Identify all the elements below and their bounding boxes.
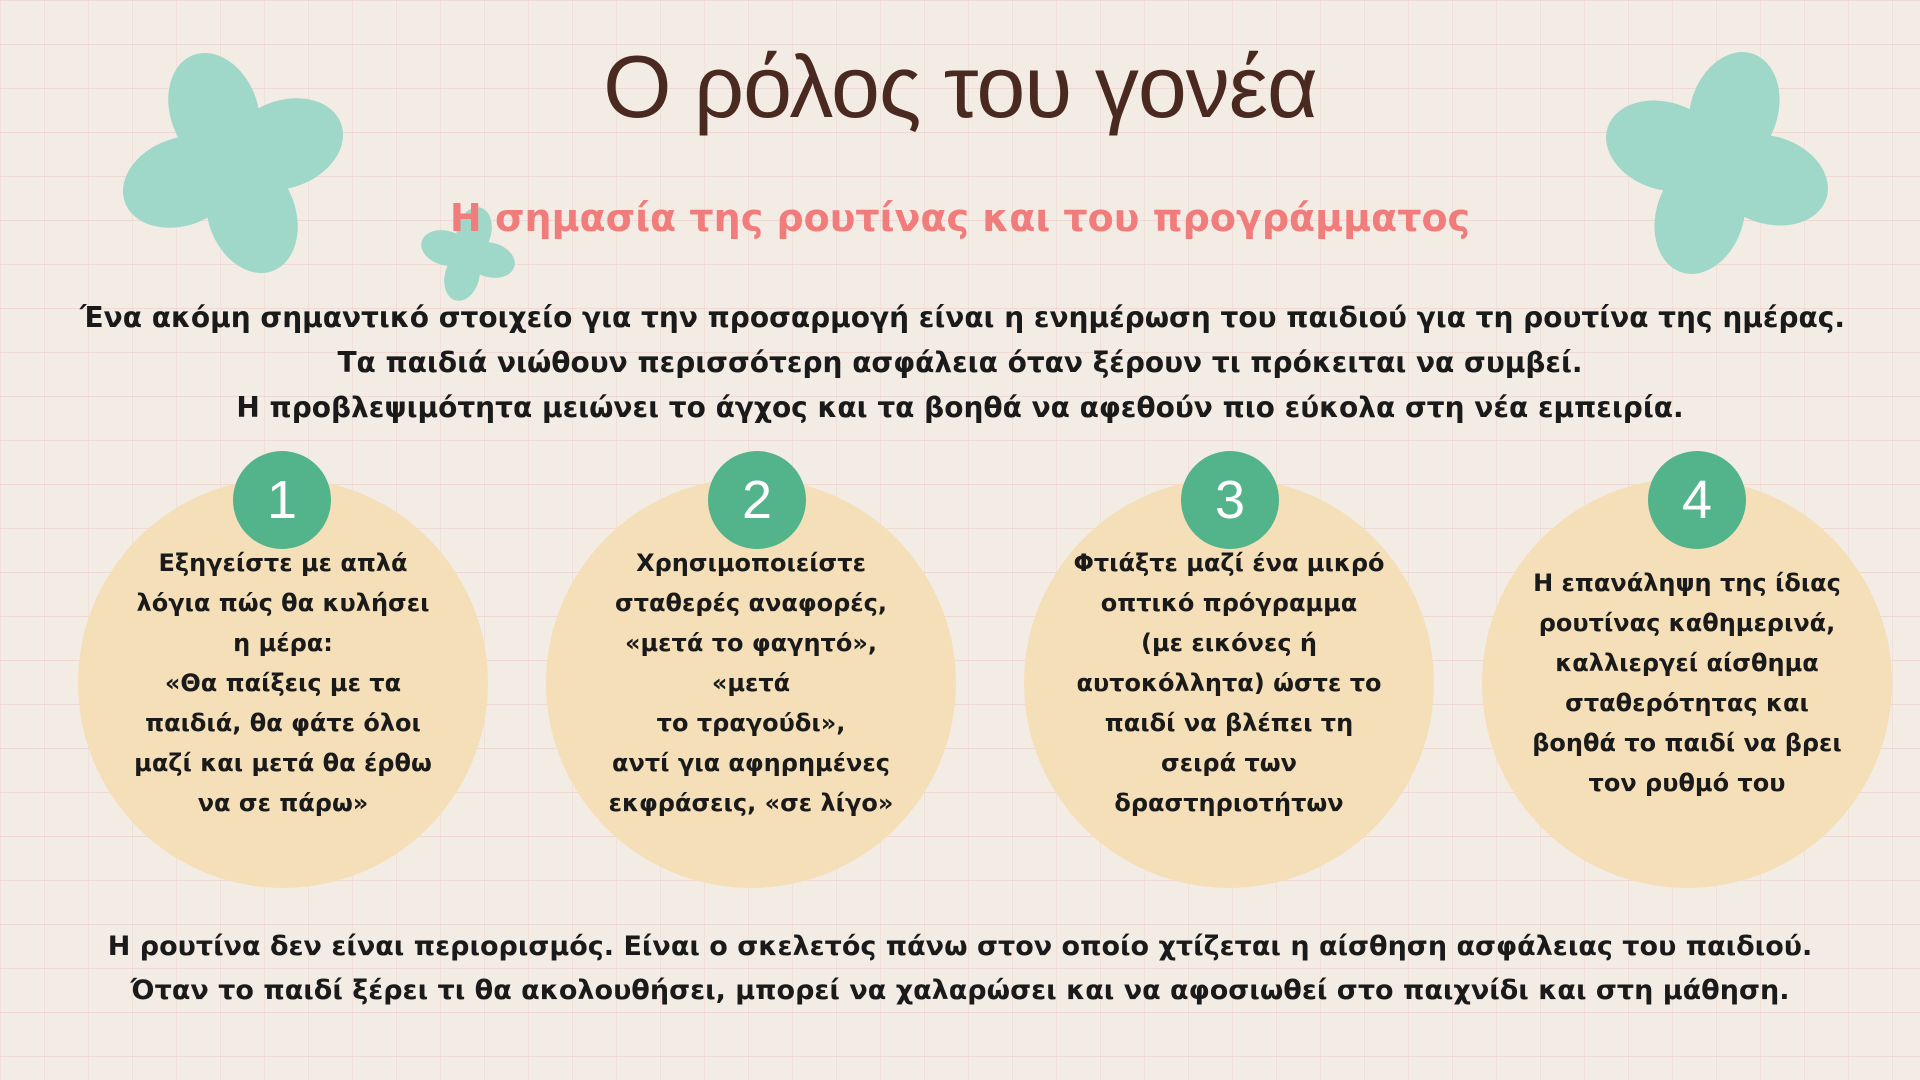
step-number-badge-2: 2 [708, 451, 806, 549]
intro-line: Τα παιδιά νιώθουν περισσότερη ασφάλεια όταν ξέρουν τι πρόκειται να συμβεί. [337, 346, 1583, 379]
outro-paragraph [80, 925, 1840, 1013]
page-subtitle: Η σημασία της ρουτίνας και του προγράμματος [449, 196, 1471, 240]
outro-line: Η ρουτίνα δεν είναι περιορισμός. Είναι ο σκελετός πάνω στον οποίο χτίζεται η αίσθηση ασφάλειας του παιδιού. [107, 931, 1813, 962]
step-text-4: Η επανάληψη της ίδιας ρουτίνας καθημερινά, καλλιεργεί αίσθημα σταθερότητας και βοηθά το παιδί να βρει τον ρυθμό του [1532, 569, 1842, 797]
intro-line: Η προβλεψιμότητα μειώνει το άγχος και τα βοηθά να αφεθούν πιο εύκολα στη νέα εμπειρία. [236, 391, 1684, 424]
step-text-1: Εξηγείστε με απλά λόγια πώς θα κυλήσει η μέρα: «Θα παίξεις με τα παιδιά, θα φάτε όλοι μαζί και μετά θα έρθω να σε πάρω» [134, 549, 432, 817]
outro-line: Όταν το παιδί ξέρει τι θα ακολουθήσει, μπορεί να χαλαρώσει και να αφοσιωθεί στο παιχνίδι και στη μάθηση. [130, 975, 1790, 1006]
intro-line: Ένα ακόμη σημαντικό στοιχείο για την προσαρμογή είναι η ενημέρωση του παιδιού για τη ρουτίνα της ημέρας. [80, 301, 1845, 334]
intro-paragraph [80, 295, 1845, 430]
page-title: Ο ρόλος του γονέα [603, 37, 1317, 136]
step-text-2: Χρησιμοποιείστε σταθερές αναφορές, «μετά το φαγητό», «μετά το τραγούδι», αντί για αφηρημένες εκφράσεις, «σε λίγο» [608, 549, 894, 817]
step-number-badge-3: 3 [1181, 451, 1279, 549]
step-number-badge-4: 4 [1648, 451, 1746, 549]
step-number-badge-1: 1 [233, 451, 331, 549]
step-text-3: Φτιάξτε μαζί ένα μικρό οπτικό πρόγραμμα (με εικόνες ή αυτοκόλλητα) ώστε το παιδί να βλέπει τη σειρά των δραστηριοτήτων [1073, 549, 1385, 817]
